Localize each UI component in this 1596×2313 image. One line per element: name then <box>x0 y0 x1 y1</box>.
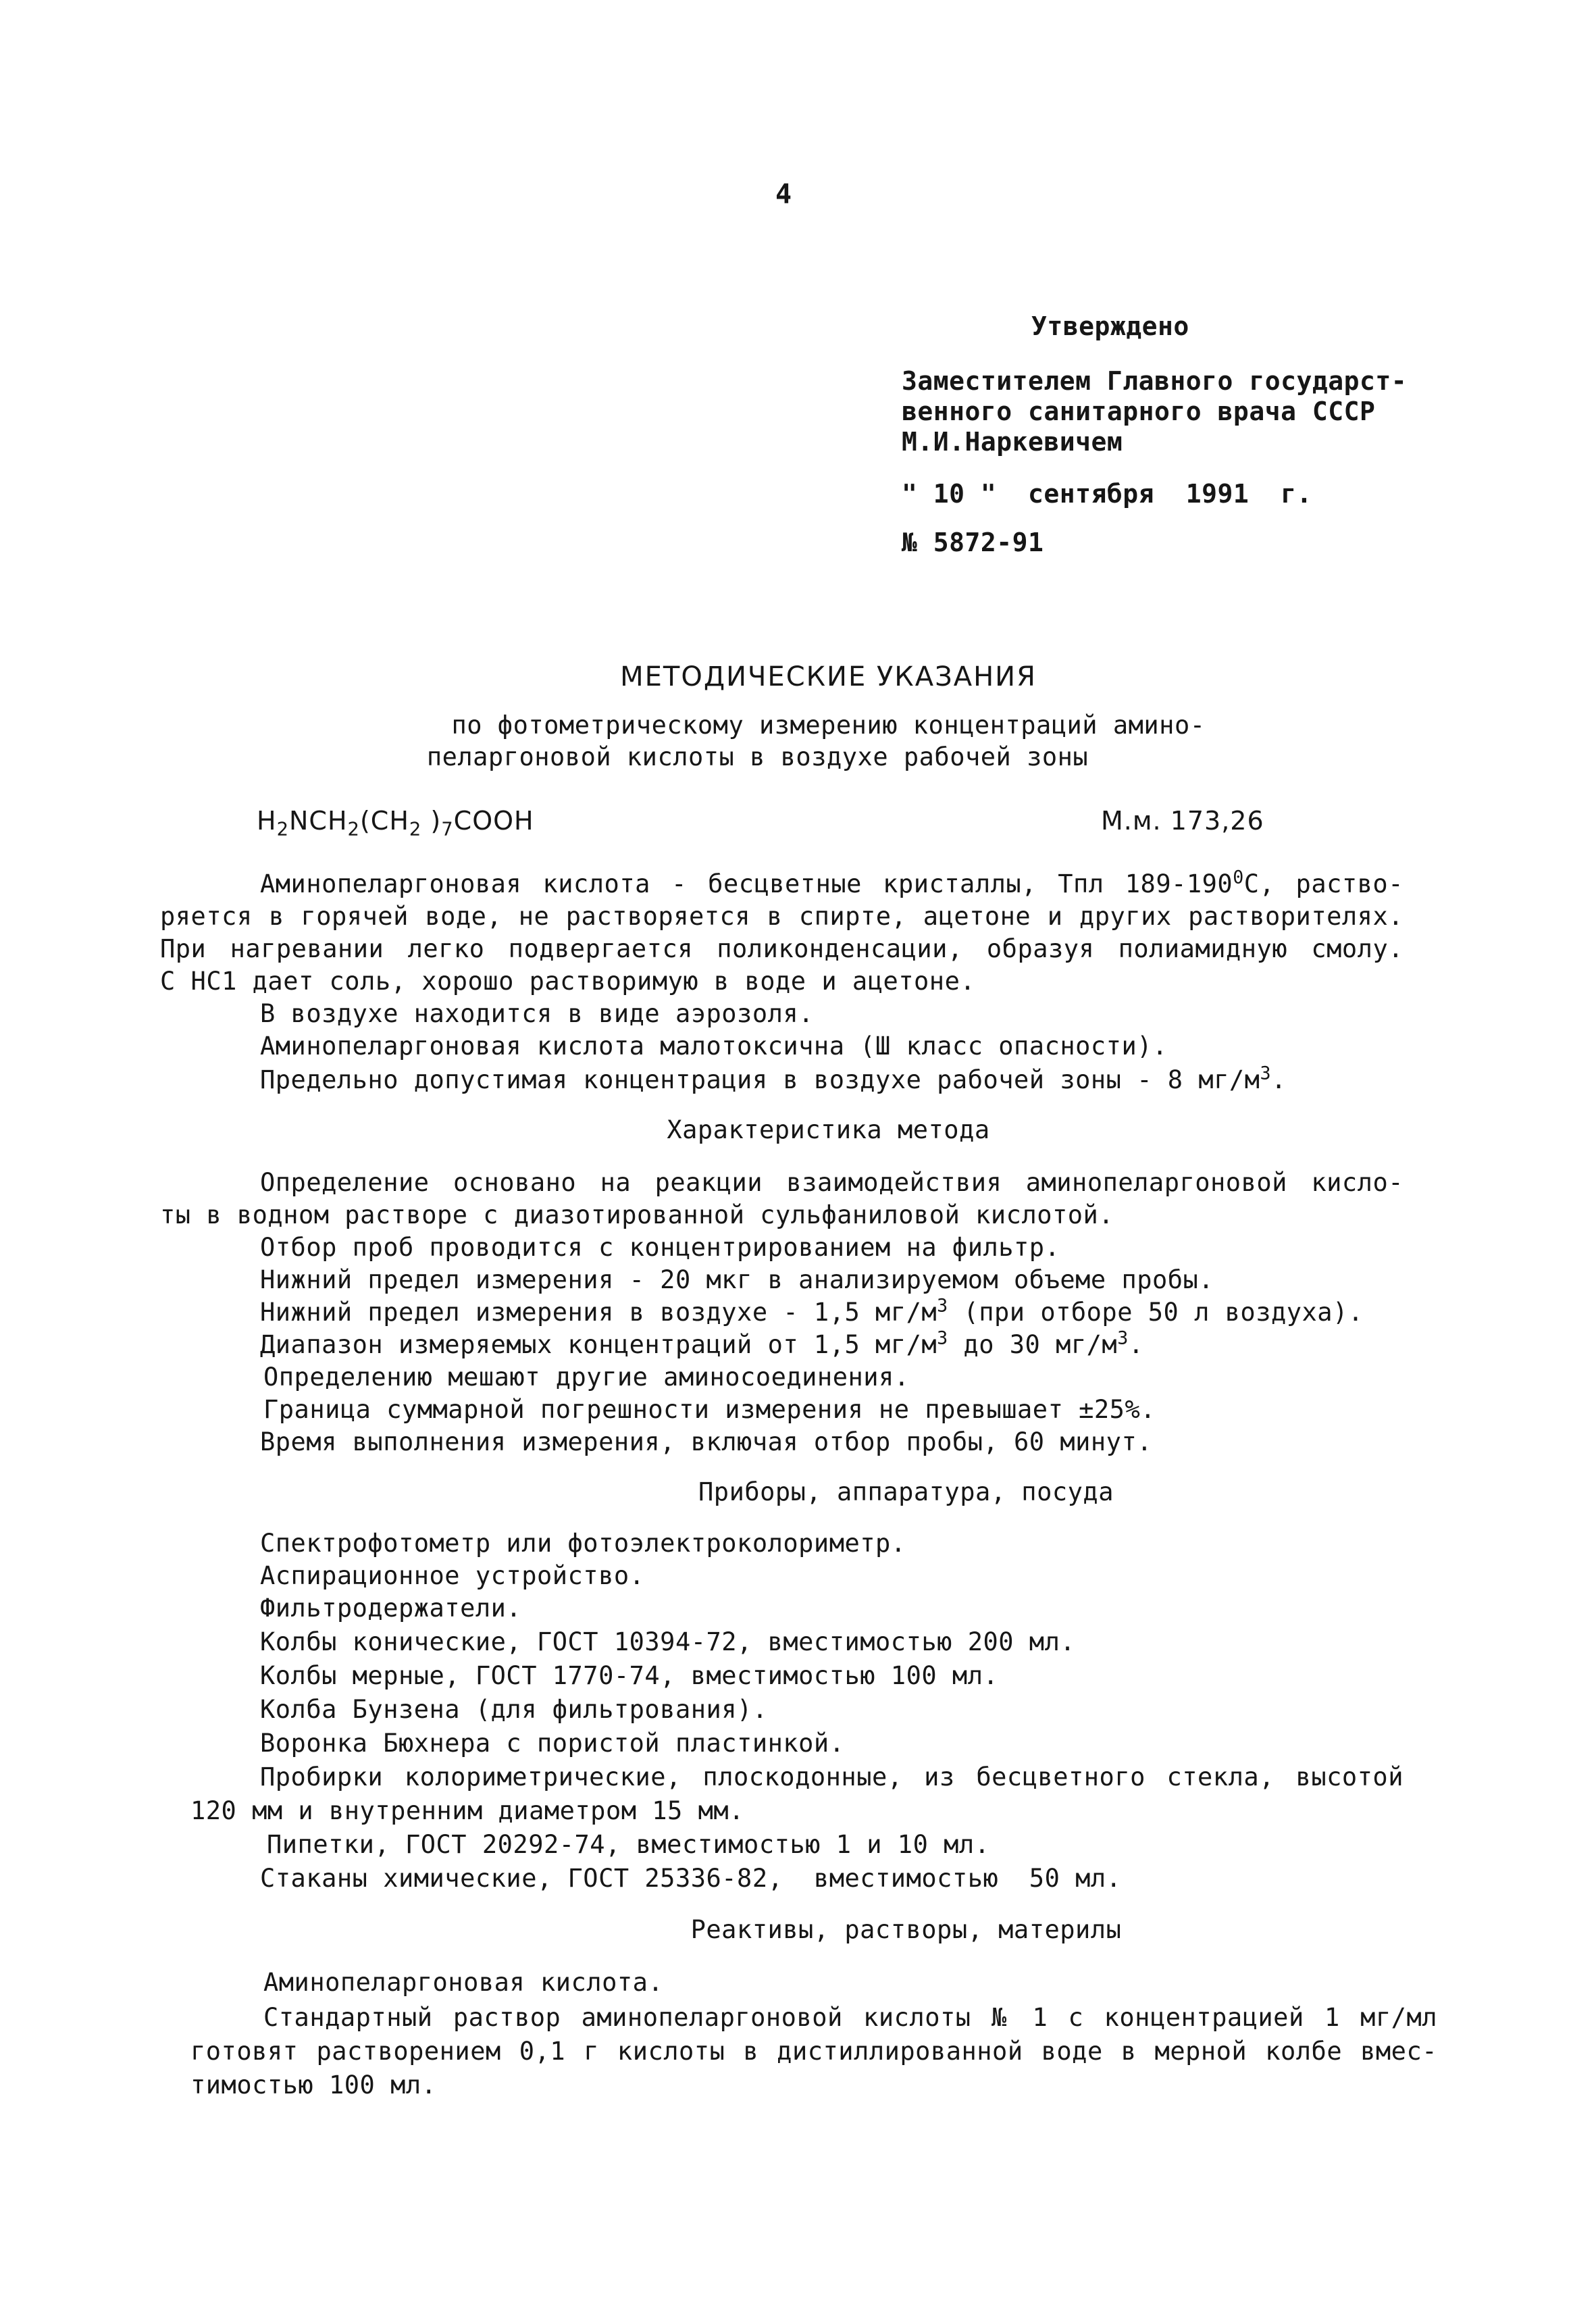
equipment-line-4: Колбы конические, ГОСТ 10394-72, вместимостью 200 мл. <box>260 1627 1076 1656</box>
method-line-6: Диапазон измеряемых концентраций от 1,5 $мг/м^3$ до 30 $мг/м^3$. <box>260 1327 1144 1359</box>
equipment-line-2: Аспирационное устройство. <box>260 1561 645 1590</box>
intro-line-1: Аминопеларгоновая кислота - бесцветные кристаллы, Tпл $189-190^0C$, раство- <box>260 867 1404 898</box>
section-reagents-heading: Реактивы, растворы, материлы <box>690 1915 1122 1944</box>
equipment-line-7: Воронка Бюхнера с пористой пластинкой. <box>260 1729 845 1758</box>
molar-mass: М.м. 173,26 <box>1101 806 1264 836</box>
equipment-line-5: Колбы мерные, ГОСТ 1770-74, вместимостью 100 мл. <box>260 1661 999 1690</box>
subtitle-line-1: по фотометрическому измерению концентраций амино- <box>451 711 1206 740</box>
method-line-9: Время выполнения измерения, включая отбор пробы, 60 минут. <box>260 1427 1153 1456</box>
subtitle-line-2: пеларгоновой кислоты в воздухе рабочей зоны <box>426 742 1089 771</box>
equipment-line-6: Колба Бунзена (для фильтрования). <box>260 1695 768 1724</box>
equipment-line-1: Спектрофотометр или фотоэлектроколориметр. <box>260 1529 906 1558</box>
section-method-heading: Характеристика метода <box>667 1115 990 1144</box>
equipment-line-9: 120 мм и внутренним диаметром 15 мм. <box>190 1796 744 1825</box>
method-line-1: Определение основано на реакции взаимодействия аминопеларгоновой кисло- <box>260 1168 1404 1197</box>
approval-heading: Утверждено <box>1031 311 1189 341</box>
intro-line-4: С НС1 дает соль, хорошо растворимую в воде и ацетоне. <box>160 967 976 996</box>
method-line-5: Нижний предел измерения в воздухе - 1,5 $мг/м^3$ (при отборе 50 л воздуха). <box>260 1295 1364 1327</box>
intro-line-3: При нагревании легко подвергается поликонденсации, образуя полиамидную смолу. <box>160 934 1404 963</box>
intro-line-5: В воздухе находится в виде аэрозоля. <box>260 999 814 1028</box>
method-line-7: Определению мешают другие аминосоединения. <box>263 1363 910 1392</box>
approval-line-2: венного санитарного врача СССР <box>902 397 1376 426</box>
equipment-line-11: Стаканы химические, ГОСТ 25336-82, вместимостью 50 мл. <box>260 1864 1122 1893</box>
chemical-formula: $H_2NCH_2(CH_2$ )$_7COOH$ <box>257 806 534 840</box>
equipment-line-8: Пробирки колориметрические, плоскодонные, из бесцветного стекла, высотой <box>260 1762 1404 1791</box>
approval-line-3: М.И.Наркевичем <box>902 427 1123 457</box>
intro-line-7: Предельно допустимая концентрация в воздухе рабочей зоны - 8 $мг/м^3$. <box>260 1063 1287 1094</box>
document-title: МЕТОДИЧЕСКИЕ УКАЗАНИЯ <box>620 661 1037 692</box>
reagents-line-2: Стандартный раствор аминопеларгоновой кислоты № 1 с концентрацией 1 мг/мл <box>263 2003 1437 2032</box>
reagents-line-4: тимостью 100 мл. <box>190 2070 437 2100</box>
approval-date: " 10 " сентября 1991 г. <box>902 479 1312 509</box>
equipment-line-10: Пипетки, ГОСТ 20292-74, вместимостью 1 и 10 мл. <box>267 1830 990 1859</box>
section-equipment-heading: Приборы, аппаратура, посуда <box>698 1477 1114 1506</box>
method-line-3: Отбор проб проводится с концентрированием на фильтр. <box>260 1233 1060 1262</box>
approval-line-1: Заместителем Главного государст- <box>902 366 1408 396</box>
method-line-2: ты в водном растворе с диазотированной сульфаниловой кислотой. <box>160 1200 1114 1229</box>
approval-number: № 5872-91 <box>902 528 1044 557</box>
reagents-line-3: готовят растворением 0,1 г кислоты в дистиллированной воде в мерной колбе вмес- <box>190 2037 1437 2066</box>
intro-line-2: ряется в горячей воде, не растворяется в спирте, ацетоне и других растворителях. <box>160 902 1404 931</box>
method-line-4: Нижний предел измерения - 20 мкг в анализируемом объеме пробы. <box>260 1265 1214 1294</box>
equipment-line-3: Фильтродержатели. <box>260 1594 522 1623</box>
intro-line-6: Аминопеларгоновая кислота малотоксична (Ш класс опасности). <box>260 1032 1168 1061</box>
method-line-8: Граница суммарной погрешности измерения не превышает ±25%. <box>263 1395 1156 1424</box>
reagents-line-1: Аминопеларгоновая кислота. <box>263 1968 664 1997</box>
page-number: 4 <box>775 179 792 210</box>
